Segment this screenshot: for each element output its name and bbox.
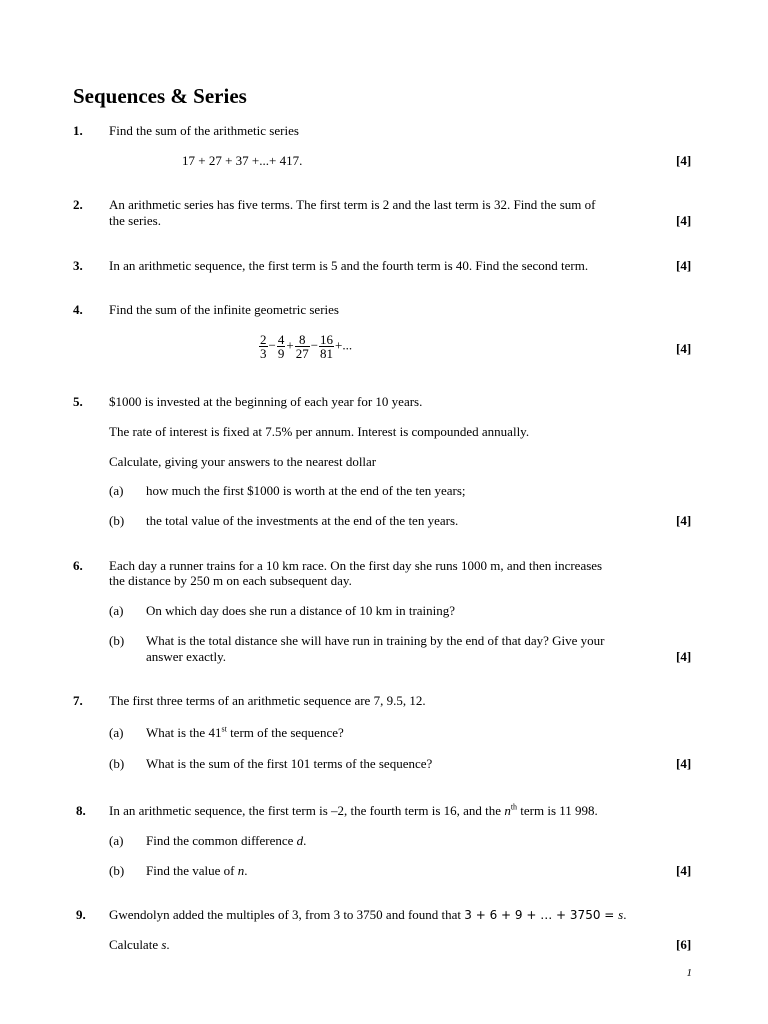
question-6-line-1: Each day a runner trains for a 10 km race. On the first day she runs 1000 m, and then increases <box>109 558 603 573</box>
question-6b-line-2: answer exactly. <box>146 649 227 664</box>
question-7a-label: (a) <box>109 725 124 740</box>
question-8a-text: Find the common difference d. <box>146 833 307 848</box>
question-2-line-2: the series. <box>109 213 161 228</box>
question-8-text: In an arithmetic sequence, the first term is –2, the fourth term is 16, and the $n^{th}$ term is 11 998. <box>109 802 598 818</box>
question-9-calculate: Calculate s. <box>109 937 170 952</box>
question-2-line-1: An arithmetic series has five terms. The first term is 2 and the last term is 32. Find the sum of <box>109 197 596 212</box>
question-7b-text: What is the sum of the first 101 terms of the sequence? <box>146 756 433 771</box>
fraction-3: $\frac{8}{27}$ <box>295 332 309 361</box>
fraction-2: $\frac{4}{9}$ <box>277 332 285 361</box>
operator-3: − <box>310 337 319 353</box>
question-5a-label: (a) <box>109 483 124 498</box>
operator-1: − <box>268 337 276 353</box>
question-3-marks: [4] <box>676 258 692 273</box>
operator-4: +... <box>335 337 353 353</box>
question-5-marks: [4] <box>676 513 692 528</box>
question-5-line-3: Calculate, giving your answers to the nearest dollar <box>109 454 377 469</box>
question-2-number: 2. <box>73 197 83 212</box>
question-6-marks: [4] <box>676 649 692 664</box>
operator-2: + <box>286 337 294 353</box>
question-5-line-1: $1000 is invested at the beginning of each year for 10 years. <box>109 394 423 409</box>
question-3-number: 3. <box>73 258 83 273</box>
question-7a-text: What is the 41st term of the sequence? <box>146 724 344 740</box>
question-2-marks: [4] <box>676 213 692 228</box>
question-3-text: In an arithmetic sequence, the first term is 5 and the fourth term is 40. Find the second term. <box>109 258 589 273</box>
question-6-line-2: the distance by 250 m on each subsequent day. <box>109 573 352 588</box>
question-7-marks: [4] <box>676 756 692 771</box>
question-7b-label: (b) <box>109 756 125 771</box>
question-7-number: 7. <box>73 693 83 708</box>
question-5b-label: (b) <box>109 513 125 528</box>
question-1-number: 1. <box>73 123 83 138</box>
question-8b-label: (b) <box>109 863 125 878</box>
question-6b-label: (b) <box>109 633 125 648</box>
question-4-number: 4. <box>73 302 83 317</box>
question-6b-line-1: What is the total distance she will have run in training by the end of that day? Give your <box>146 633 605 648</box>
question-8a-label: (a) <box>109 833 124 848</box>
question-7-text: The first three terms of an arithmetic sequence are 7, 9.5, 12. <box>109 693 426 708</box>
question-1-text: Find the sum of the arithmetic series <box>109 123 299 138</box>
page-number: 1 <box>686 967 692 979</box>
question-6a-label: (a) <box>109 603 124 618</box>
geometric-series-expression <box>258 333 352 360</box>
question-5a-text: how much the first $1000 is worth at the end of the ten years; <box>146 483 466 498</box>
question-4-marks: [4] <box>676 341 692 356</box>
fraction-4: $\frac{16}{81}$ <box>320 332 334 361</box>
question-9-text: Gwendolyn added the multiples of 3, from 3 to 3750 and found that 3 + 6 + 9 + … + 3750 = s. <box>109 907 627 922</box>
question-9-marks: [6] <box>676 937 692 952</box>
question-6-number: 6. <box>73 558 83 573</box>
question-1-marks: [4] <box>676 153 692 168</box>
question-6a-text: On which day does she run a distance of 10 km in training? <box>146 603 456 618</box>
fraction-1: $\frac{2}{3}$ <box>260 332 267 361</box>
question-8b-text: Find the value of n. <box>146 863 248 878</box>
question-9-number: 9. <box>76 907 86 922</box>
question-1-expression: 17 + 27 + 37 +...+ 417. <box>182 153 303 168</box>
page-title: Sequences & Series <box>73 84 247 108</box>
question-8-number: 8. <box>76 803 86 818</box>
question-4-text: Find the sum of the infinite geometric series <box>109 302 339 317</box>
question-5-line-2: The rate of interest is fixed at 7.5% per annum. Interest is compounded annually. <box>109 424 530 439</box>
question-5-number: 5. <box>73 394 83 409</box>
question-8-marks: [4] <box>676 863 692 878</box>
question-5b-text: the total value of the investments at the end of the ten years. <box>146 513 459 528</box>
